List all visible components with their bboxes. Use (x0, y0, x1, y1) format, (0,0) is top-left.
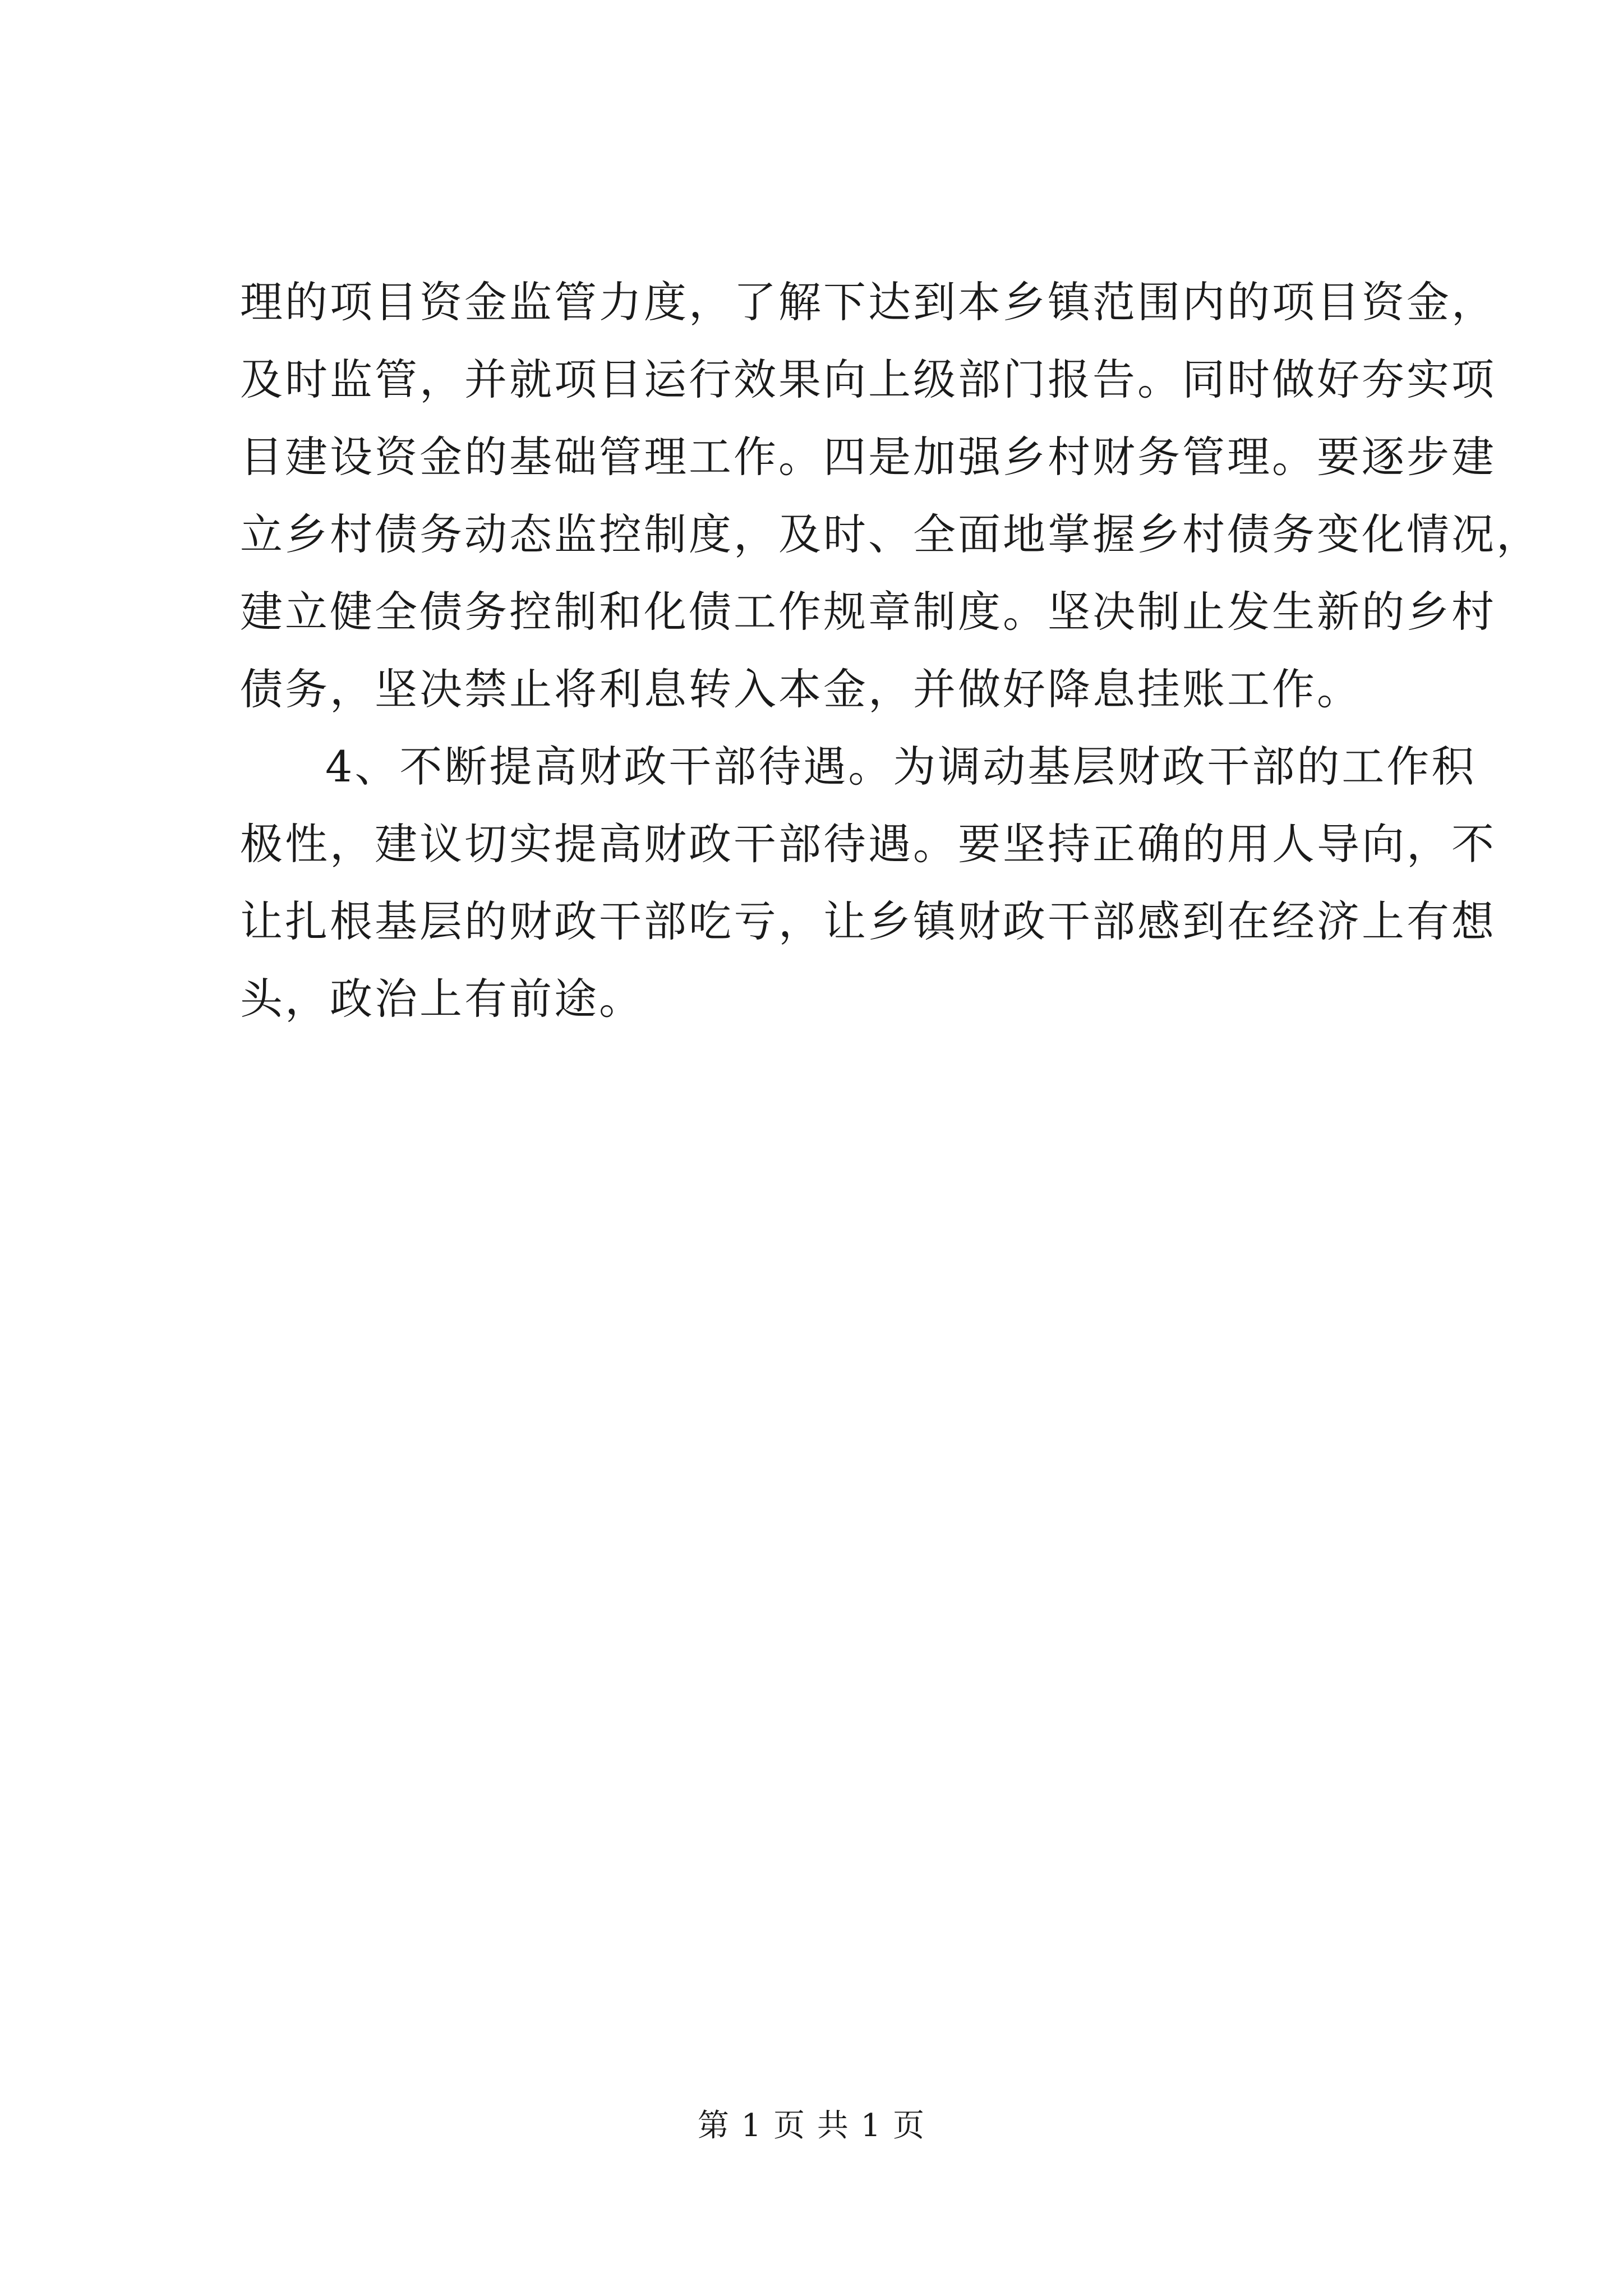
document-body (240, 264, 1541, 1038)
text-line: 建立健全债务控制和化债工作规章制度。坚决制止发生新的乡村 (240, 587, 1496, 637)
text-line: 让扎根基层的财政干部吃亏，让乡镇财政干部感到在经济上有想 (240, 896, 1496, 946)
text-line: 立乡村债务动态监控制度，及时、全面地掌握乡村债务变化情况， (240, 509, 1541, 559)
text-line: 极性，建议切实提高财政干部待遇。要坚持正确的用人导向，不 (240, 819, 1496, 869)
text-line: 及时监管，并就项目运行效果向上级部门报告。同时做好夯实项 (240, 355, 1496, 404)
text-line: 目建设资金的基础管理工作。四是加强乡村财务管理。要逐步建 (240, 432, 1496, 482)
text-line: 头，政治上有前途。 (240, 974, 644, 1024)
paragraph-2 (240, 728, 1496, 1038)
text-line: 理的项目资金监管力度，了解下达到本乡镇范围内的项目资金， (240, 277, 1496, 327)
text-line: 债务，坚决禁止将利息转入本金，并做好降息挂账工作。 (240, 664, 1362, 714)
page-number-footer: 第 1 页 共 1 页 (697, 2108, 926, 2144)
paragraph-1 (240, 264, 1541, 728)
text-line: 4、不断提高财政干部待遇。为调动基层财政干部的工作积 (325, 742, 1477, 792)
